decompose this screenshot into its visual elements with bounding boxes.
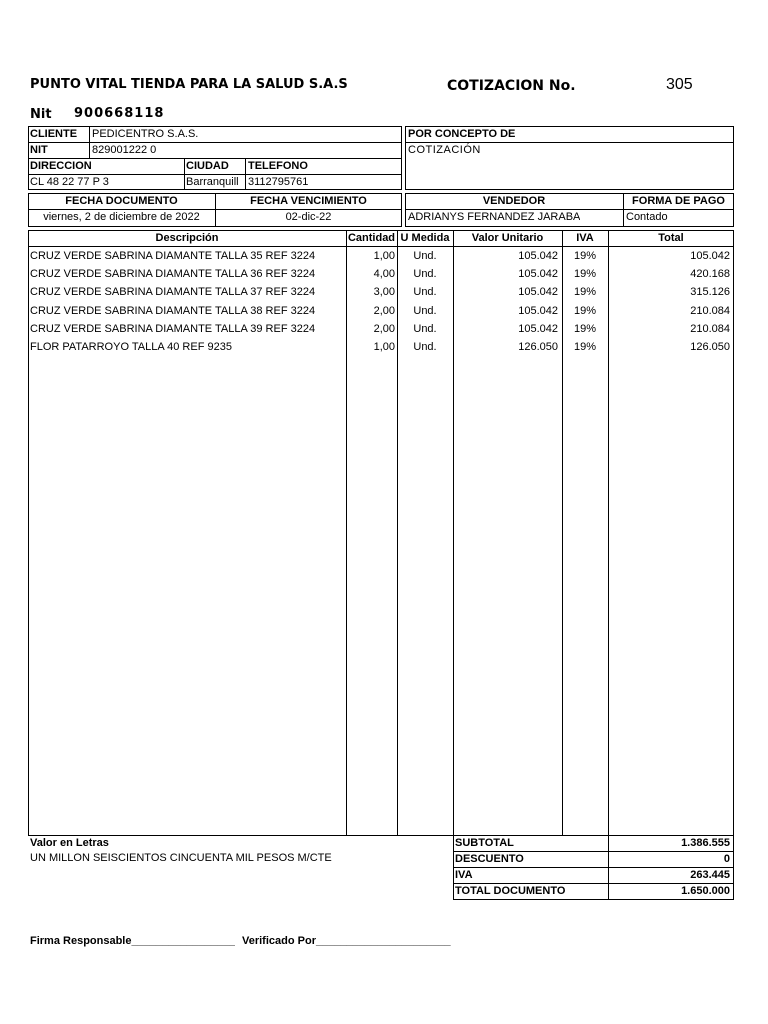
document-number: 305 xyxy=(666,76,693,93)
cliente-label: CLIENTE xyxy=(30,128,78,140)
row-qty: 3,00 xyxy=(373,286,395,298)
fecha-venc-value: 02-dic-22 xyxy=(285,211,332,223)
col-descripcion: Descripción xyxy=(155,232,219,244)
row-qty: 2,00 xyxy=(373,323,395,335)
row-unit: Und. xyxy=(413,250,437,262)
row-desc: CRUZ VERDE SABRINA DIAMANTE TALLA 35 REF 3224 xyxy=(30,250,316,262)
col-total: Total xyxy=(658,232,684,244)
row-price: 105.042 xyxy=(518,323,558,335)
row-price: 105.042 xyxy=(518,305,558,317)
row-iva: 19% xyxy=(573,268,597,280)
row-iva: 19% xyxy=(573,323,597,335)
valor-letras-value: UN MILLON SEISCIENTOS CINCUENTA MIL PESOS M/CTE xyxy=(30,852,332,864)
row-price: 126.050 xyxy=(518,341,558,353)
row-unit: Und. xyxy=(413,268,437,280)
total-documento-label: TOTAL DOCUMENTO xyxy=(455,885,566,897)
row-qty: 2,00 xyxy=(373,305,395,317)
forma-pago-label: FORMA DE PAGO xyxy=(632,195,725,207)
direccion-value: CL 48 22 77 P 3 xyxy=(30,176,109,188)
row-unit: Und. xyxy=(413,341,437,353)
row-price: 105.042 xyxy=(518,286,558,298)
row-qty: 1,00 xyxy=(373,250,395,262)
row-total: 126.050 xyxy=(690,341,730,353)
row-unit: Und. xyxy=(413,305,437,317)
direccion-label: DIRECCION xyxy=(30,160,92,172)
document-type: COTIZACION No. xyxy=(447,78,576,94)
company-name: PUNTO VITAL TIENDA PARA LA SALUD S.A.S xyxy=(30,77,348,92)
descuento-value: 0 xyxy=(723,853,730,865)
subtotal-value: 1.386.555 xyxy=(681,837,730,849)
items-table xyxy=(28,230,734,836)
concepto-value: COTIZACIÓN xyxy=(408,144,481,156)
row-iva: 19% xyxy=(573,286,597,298)
row-total: 210.084 xyxy=(690,305,730,317)
fecha-venc-label: FECHA VENCIMIENTO xyxy=(250,195,367,207)
row-total: 420.168 xyxy=(690,268,730,280)
nit-client-label: NIT xyxy=(30,144,48,156)
col-cantidad: Cantidad xyxy=(347,232,396,244)
cliente-value: PEDICENTRO S.A.S. xyxy=(92,128,199,140)
forma-pago-value: Contado xyxy=(626,211,668,223)
concepto-label: POR CONCEPTO DE xyxy=(408,128,516,140)
fecha-doc-label: FECHA DOCUMENTO xyxy=(65,195,178,207)
col-iva: IVA xyxy=(576,232,594,244)
firma-responsable: Firma Responsable_________________ xyxy=(30,935,236,947)
descuento-label: DESCUENTO xyxy=(455,853,524,865)
valor-letras-label: Valor en Letras xyxy=(30,837,109,849)
telefono-label: TELEFONO xyxy=(248,160,308,172)
row-desc: CRUZ VERDE SABRINA DIAMANTE TALLA 36 REF 3224 xyxy=(30,268,316,280)
row-unit: Und. xyxy=(413,323,437,335)
row-iva: 19% xyxy=(573,250,597,262)
row-price: 105.042 xyxy=(518,250,558,262)
ciudad-value: Barranquill xyxy=(186,176,239,188)
total-documento-value: 1.650.000 xyxy=(681,885,730,897)
vendedor-value: ADRIANYS FERNANDEZ JARABA xyxy=(408,211,581,223)
subtotal-label: SUBTOTAL xyxy=(455,837,514,849)
row-unit: Und. xyxy=(413,286,437,298)
nit-label: Nit xyxy=(30,107,52,122)
iva-value: 263.445 xyxy=(690,869,730,881)
nit-client-value: 829001222 0 xyxy=(92,144,157,156)
iva-label: IVA xyxy=(455,869,473,881)
row-iva: 19% xyxy=(573,341,597,353)
telefono-value: 3112795761 xyxy=(248,176,309,188)
row-desc: CRUZ VERDE SABRINA DIAMANTE TALLA 38 REF 3224 xyxy=(30,305,316,317)
verificado-por: Verificado Por______________________ xyxy=(242,935,451,947)
row-total: 315.126 xyxy=(690,286,730,298)
fecha-doc-value: viernes, 2 de diciembre de 2022 xyxy=(43,211,200,223)
row-total: 210.084 xyxy=(690,323,730,335)
row-price: 105.042 xyxy=(518,268,558,280)
row-iva: 19% xyxy=(573,305,597,317)
row-qty: 1,00 xyxy=(373,341,395,353)
row-total: 105.042 xyxy=(690,250,730,262)
nit-value: 900668118 xyxy=(74,106,165,121)
col-valor-unitario: Valor Unitario xyxy=(471,232,544,244)
row-desc: FLOR PATARROYO TALLA 40 REF 9235 xyxy=(30,341,232,353)
row-desc: CRUZ VERDE SABRINA DIAMANTE TALLA 39 REF 3224 xyxy=(30,323,316,335)
ciudad-label: CIUDAD xyxy=(186,160,229,172)
col-umedida: U Medida xyxy=(400,232,450,244)
row-qty: 4,00 xyxy=(373,268,395,280)
row-desc: CRUZ VERDE SABRINA DIAMANTE TALLA 37 REF 3224 xyxy=(30,286,316,298)
vendedor-label: VENDEDOR xyxy=(482,195,546,207)
